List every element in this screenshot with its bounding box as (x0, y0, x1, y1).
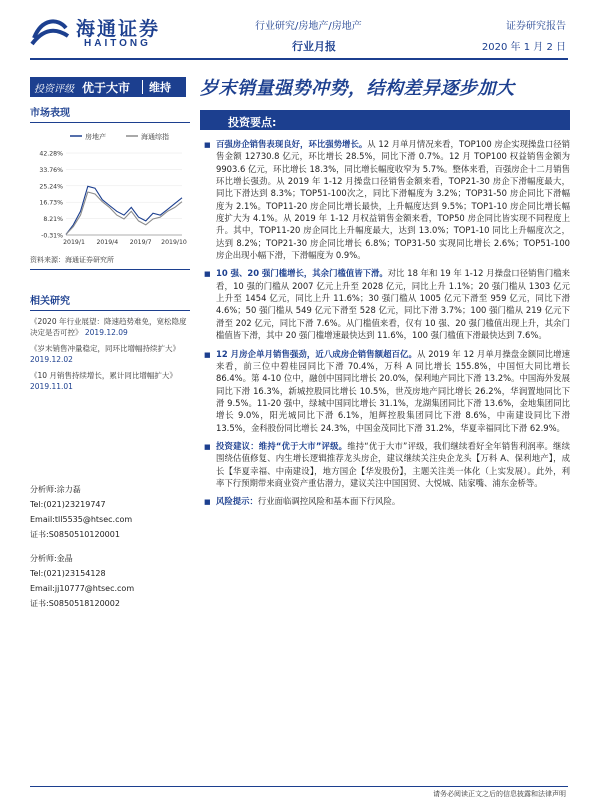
rating-label: 投资评级 (34, 83, 74, 95)
x-tick-label: 2019/10 (161, 239, 187, 246)
analyst-tel: Tel:(021)23219747 (30, 500, 106, 509)
key-point-text: 从 2019 年 12 月单月操盘金额同比增速来看，前三位中碧桂园同比下滑 70.4%，万科 A 同比增长 155.8%，中国恒大同比增长 86.4%。第 4-10 位中，融创中国同比增长 20.0%，保利地产同比下滑 13.2%。中国海外发展同比下滑 16.3%，新城控股同比增长 10.5%，世茂房地产同比增长 26.2%，华润置地同比下滑 9.5%。11-20 强中，绿城中国同比增长 31.1%，龙湖集团同比下滑 13.6%，金地集团同比增长 9.0%，阳光城同比下滑 6.1%，旭辉控股集团同比下滑 8.6%，中南建设同比下滑 13.5%，金科股份同比增长 24.3%，中国金茂同比下滑 31.2%，华夏幸福同比下滑 62.9%。 (216, 348, 570, 433)
related-item-title: 《岁末销售冲量稳定，同环比增幅持续扩大》 (30, 344, 180, 353)
related-item-date: 2019.12.09 (84, 328, 128, 337)
related-item-title: 《2020 年行业展望：降速趋势难免，宽松隐度决定是否可控》 (30, 317, 187, 337)
analyst-certificate: 证书:S0850518120002 (30, 599, 120, 608)
key-point-lead: 12 月房企单月销售强劲，近八成房企销售额超百亿。 (216, 348, 417, 359)
footer-disclaimer: 请务必阅读正文之后的信息披露和法律声明 (433, 790, 566, 798)
key-points-heading: 投资要点: (200, 110, 570, 130)
key-point-paragraph (200, 348, 570, 434)
key-point-paragraph (200, 440, 570, 489)
performance-chart-svg (30, 127, 190, 253)
key-point-lead: 百强房企销售表现良好，环比强势增长。 (216, 139, 368, 149)
key-point-text: 维持“优于大市”评级，我们继续看好全年销售利润率。继续围绕估值修复、内生增长逻辑推荐龙头房企，建议继续关注央企龙头【万科 A、保利地产】，成长【华夏幸福、中南建设】，地方国企【华发股份】，主题关注美一体化（上实发展）。此外，利率下行预期带来商业资产重估潜力，建议关注中国国贸、大悦城、陆家嘴、浦东金桥等。 (216, 440, 570, 488)
y-tick-label: 16.73% (39, 199, 63, 207)
bullet-icon: ■ (204, 442, 211, 451)
logo-chinese-name: 海通证券 (76, 18, 161, 40)
header-divider (30, 58, 568, 60)
key-point-lead: 10 强、20 强门槛增长，其余门槛值皆下滑。 (216, 268, 388, 279)
y-tick-label: 33.76% (39, 166, 63, 174)
key-point-lead: 风险提示： (216, 496, 258, 507)
related-item-title: 《10 月销售持续增长，累计同比增幅扩大》 (30, 371, 177, 380)
rating-bar (30, 77, 186, 97)
x-tick-label: 2019/7 (129, 239, 152, 246)
footer-divider (30, 786, 568, 787)
rating-value: 优于大市 (82, 80, 131, 95)
related-item[interactable] (30, 316, 190, 338)
legend-label: 房地产 (85, 133, 106, 141)
report-label: 证券研究报告 (506, 21, 566, 32)
bullet-icon: ■ (204, 270, 211, 279)
key-point-text: 行业面临调控风险和基本面下行风险。 (257, 496, 401, 507)
related-item[interactable] (30, 343, 190, 365)
bullet-icon: ■ (204, 141, 211, 149)
bullet-icon: ■ (204, 498, 211, 507)
analyst-name: 分析师:涂力磊 (30, 485, 81, 494)
related-research (30, 292, 190, 392)
logo-english-name: HAITONG (84, 38, 151, 49)
y-tick-label: 42.28% (39, 150, 63, 158)
rating-separator (142, 80, 143, 94)
y-tick-label: -0.31% (41, 232, 63, 240)
report-date: 2020 年 1 月 2 日 (481, 42, 566, 53)
market-performance-chart (30, 127, 190, 253)
key-point-text: 对比 18 年和 19 年 1-12 月操盘口径销售门槛来看，10 强的门槛从 2007 亿元上升至 2028 亿元，同比上升 1.1%；20 强门槛从 1303 亿元上升至 1454 亿元，同比上升 11.6%；30 强门槛从 1005 亿元下滑至 959 亿元，同比下滑 4.6%；50 强门槛从 549 亿元下滑至 528 亿元，同比下滑 3.7%；100 强门槛从 219 亿元下滑至 202 亿元，同比下滑 7.6%。从门槛值来看，仅有 10 强、20 强门槛值出现上升，其余门槛值皆下滑，其中 20 强门槛增速最快达到 11.6%，100 强门槛值下滑最快达到 7.6%。 (216, 268, 571, 341)
y-tick-label: 25.24% (39, 183, 63, 191)
related-section-title: 相关研究 (30, 292, 190, 311)
company-logo (30, 10, 180, 52)
x-tick-label: 2019/4 (96, 239, 119, 246)
series-line (66, 192, 182, 234)
analyst-name: 分析师:金晶 (30, 554, 73, 563)
legend-label: 海通综指 (141, 133, 169, 141)
key-points-body (200, 138, 570, 514)
analyst-email[interactable]: Email:tll5535@htsec.com (30, 515, 133, 524)
analyst-tel: Tel:(021)23154128 (30, 569, 106, 578)
key-point-text: 从 12 月单月情况来看，TOP100 房企实现操盘口径销售金额 12730.8 亿元，环比增长 28.5%，同比下滑 0.7%。12 月 TOP100 权益销售金额为 9903.6 亿元，环比增长 18.3%，同比增长幅度收窄为 5.7%。整体来看，百强房企十二月销售环比增长强劲。从 2019 年 1-12 月操盘口径销售金额来看，TOP21-30 房企下滑幅度最大，同比下滑达到 8.3%；TOP51-100次之，同比下滑幅度为 3.2%；TOP31-50 房企同比下滑幅度为 2.1%。TOP11-20 房企同比增长最快，上升幅度达到 9.5%；TOP1-10 房企同比增长幅度扩大为 4.1%。从 2019 年 1-12 月权益销售金额来看，TOP50 房企同比皆实现不同程度上升。其中，TOP11-20 房企同比上升幅度最大，达到 13.0%；TOP1-10 同比上升幅度次之，达到 8.2%；TOP21-30 房企同比增长 6.8%；TOP31-50 实现同比增长 2.6%；TOP51-100 房企出现小幅下滑，下滑幅度为 0.9%。 (216, 139, 571, 261)
rating-action: 维持 (149, 81, 171, 94)
analyst-contacts (30, 482, 190, 611)
series-line (66, 186, 182, 234)
y-tick-label: 8.21% (43, 216, 63, 224)
x-tick-label: 2019/1 (63, 239, 85, 246)
analyst-certificate: 证书:S0850510120001 (30, 530, 120, 539)
key-point-paragraph (200, 267, 570, 341)
report-title: 岁末销量强势冲势，结构差异逐步加大 (200, 78, 515, 99)
report-category: 行业研究/房地产/房地产 (255, 21, 362, 32)
key-point-lead: 投资建议：维持“优于大市”评级。 (216, 440, 348, 451)
key-point-paragraph (200, 495, 570, 507)
left-sidebar (30, 104, 190, 392)
haitong-logo-icon (30, 14, 70, 48)
analyst-email[interactable]: Email:jj10777@htsec.com (30, 584, 135, 593)
related-item[interactable] (30, 370, 190, 392)
chart-source: 资料来源：海通证券研究所 (30, 255, 190, 270)
related-item-date: 2019.12.02 (30, 355, 73, 364)
market-section-title: 市场表现 (30, 104, 190, 123)
key-point-paragraph (200, 138, 570, 261)
bullet-icon: ■ (204, 350, 211, 359)
related-item-date: 2019.11.01 (30, 382, 73, 391)
report-type: 行业月报 (292, 40, 336, 53)
